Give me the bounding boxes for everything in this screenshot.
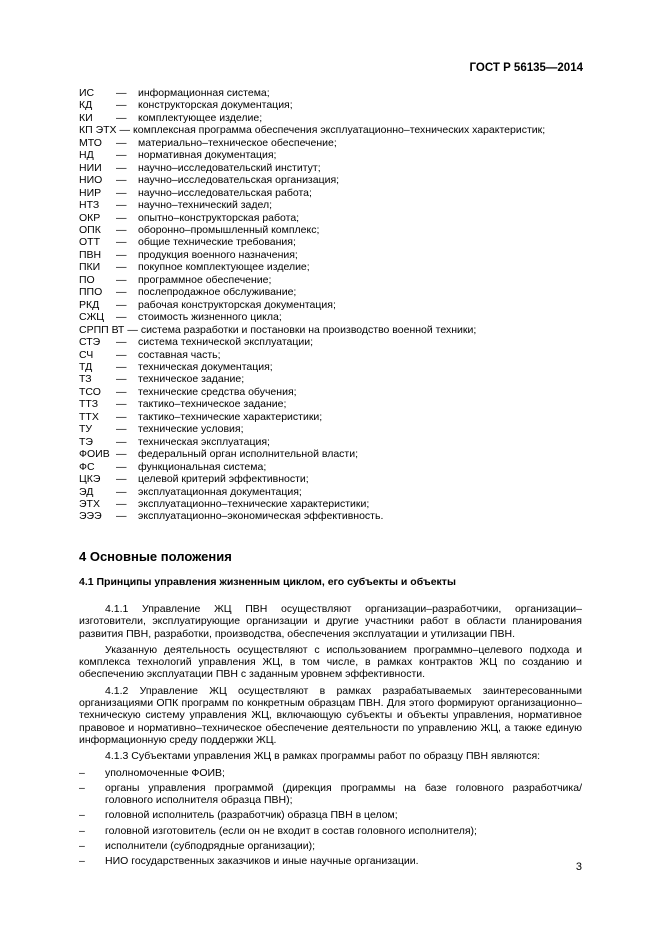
abbreviation-dash: — <box>116 336 127 349</box>
abbreviation-key: НИИ <box>79 161 102 174</box>
abbreviation-text: функциональная система; <box>138 460 267 473</box>
paragraph: 4.1.3 Субъектами управления ЖЦ в рамках программы работ по образцу ПВН являются: <box>105 750 541 763</box>
abbreviation-text: комплектующее изделие; <box>138 111 263 124</box>
abbreviation-dash: — <box>116 161 127 174</box>
abbreviation-key: ОКР <box>79 211 101 224</box>
abbreviation-row <box>79 224 599 236</box>
abbreviation-dash: — <box>116 199 127 212</box>
list-item <box>79 855 582 867</box>
list-item <box>79 809 582 821</box>
abbreviation-dash: — <box>116 311 127 324</box>
abbreviation-row <box>79 162 599 174</box>
list-item-text: исполнители (субподрядные организации); <box>105 840 316 853</box>
abbreviation-dash: — <box>116 423 127 436</box>
abbreviation-text: технические условия; <box>138 423 244 436</box>
abbreviation-key: ТТХ <box>79 410 99 423</box>
list-item-text: уполномоченные ФОИВ; <box>105 766 225 779</box>
abbreviation-text: материально–техническое обеспечение; <box>138 136 337 149</box>
abbreviation-row <box>79 286 599 298</box>
abbreviation-key: ОПК <box>79 223 101 236</box>
abbreviation-key: РКД <box>79 298 100 311</box>
abbreviation-text: продукция военного назначения; <box>138 248 298 261</box>
abbreviation-text: составная часть; <box>138 348 221 361</box>
abbreviation-dash: — <box>116 510 127 523</box>
abbreviation-dash: — <box>116 248 127 261</box>
abbreviation-row <box>79 510 599 522</box>
list-dash: – <box>79 766 85 779</box>
abbreviation-dash: — <box>116 473 127 486</box>
abbreviation-list <box>79 87 599 523</box>
abbreviation-row <box>79 187 599 199</box>
abbreviation-text: научно–исследовательская работа; <box>138 186 312 199</box>
abbreviation-row <box>79 99 599 111</box>
list-item <box>79 840 582 852</box>
abbreviation-key: КП ЭТХ <box>79 124 117 137</box>
abbreviation-text: эксплуатационная документация; <box>138 485 302 498</box>
abbreviation-dash: — <box>116 186 127 199</box>
abbreviation-row <box>79 423 599 435</box>
list-item-text: органы управления программой (дирекция программы на базе головного разработчика/головного исполнителя образца ПВН); <box>105 781 582 807</box>
abbreviation-text: конструкторская документация; <box>138 99 293 112</box>
list-item-text: НИО государственных заказчиков и иные научные организации. <box>105 855 419 868</box>
abbreviation-dash: — <box>116 348 127 361</box>
abbreviation-text: научно–технический задел; <box>138 199 273 212</box>
abbreviation-key: ППО <box>79 286 103 299</box>
abbreviation-key: ТУ <box>79 423 93 436</box>
list-dash: – <box>79 840 85 853</box>
abbreviation-dash: — <box>116 236 127 249</box>
abbreviation-dash: — <box>116 211 127 224</box>
abbreviation-text: комплексная программа обеспечения эксплуатационно–технических характеристик; <box>133 124 546 137</box>
abbreviation-key: ФОИВ <box>79 448 110 461</box>
abbreviation-key: ТЗ <box>79 373 92 386</box>
abbreviation-dash: — <box>116 273 127 286</box>
abbreviation-dash: — <box>116 360 127 373</box>
list-dash: – <box>79 809 85 822</box>
abbreviation-row <box>79 311 599 323</box>
abbreviation-key: НТЗ <box>79 199 100 212</box>
abbreviation-dash: — <box>116 286 127 299</box>
paragraph: Указанную деятельность осуществляют с использованием программно–целевого подхода и комплекса технологий управления ЖЦ, в том числе, в рамках контрактов ЖЦ по созданию и обеспечению эксплуатации ПВН с заданным уровнем эффективности. <box>79 643 582 681</box>
abbreviation-row <box>79 448 599 460</box>
abbreviation-row <box>79 261 599 273</box>
abbreviation-key: СЖЦ <box>79 311 105 324</box>
abbreviation-dash: — <box>116 373 127 386</box>
abbreviation-dash: — <box>127 323 138 336</box>
abbreviation-row <box>79 324 599 336</box>
abbreviation-text: техническая эксплуатация; <box>138 435 270 448</box>
abbreviation-dash: — <box>116 111 127 124</box>
abbreviation-row <box>79 498 599 510</box>
abbreviation-row <box>79 87 599 99</box>
list-item <box>79 825 582 837</box>
abbreviation-text: рабочая конструкторская документация; <box>138 298 336 311</box>
abbreviation-row <box>79 299 599 311</box>
abbreviation-key: ИС <box>79 87 95 99</box>
paragraph: 4.1.1 Управление ЖЦ ПВН осуществляют организации–разработчики, организации–изготовители, эксплуатирующие организации и другие участники работ в области планирования развития ПВН, разработки, производства, обеспечения эксплуатации и утилизации ПВН. <box>79 603 582 640</box>
abbreviation-key: СЧ <box>79 348 94 361</box>
abbreviation-row <box>79 386 599 398</box>
abbreviation-text: научно–исследовательский институт; <box>138 161 321 174</box>
abbreviation-row <box>79 349 599 361</box>
abbreviation-row <box>79 473 599 485</box>
abbreviation-row <box>79 199 599 211</box>
abbreviation-text: федеральный орган исполнительной власти; <box>138 448 358 461</box>
subsection-heading: 4.1 Принципы управления жизненным циклом, его субъекты и объекты <box>79 576 456 588</box>
abbreviation-key: НИР <box>79 186 102 199</box>
abbreviation-text: целевой критерий эффективности; <box>138 473 309 486</box>
list-item <box>79 767 582 779</box>
abbreviation-text: тактико–технические характеристики; <box>138 410 323 423</box>
abbreviation-row <box>79 373 599 385</box>
abbreviation-text: общие технические требования; <box>138 236 296 249</box>
abbreviation-key: ТД <box>79 360 93 373</box>
abbreviation-text: техническая документация; <box>138 360 273 373</box>
abbreviation-text: технические средства обучения; <box>138 385 297 398</box>
abbreviation-row <box>79 112 599 124</box>
abbreviation-dash: — <box>119 124 131 137</box>
section-heading: 4 Основные положения <box>79 549 232 564</box>
abbreviation-text: программное обеспечение; <box>138 273 272 286</box>
abbreviation-row <box>79 137 599 149</box>
abbreviation-key: ТСО <box>79 385 101 398</box>
abbreviation-text: нормативная документация; <box>138 149 277 162</box>
abbreviation-key: ЭЭЭ <box>79 510 102 523</box>
abbreviation-key: ОТТ <box>79 236 100 249</box>
abbreviation-dash: — <box>116 174 127 187</box>
abbreviation-key: ТЭ <box>79 435 93 448</box>
abbreviation-text: послепродажное обслуживание; <box>138 286 297 299</box>
abbreviation-key: ЦКЭ <box>79 473 101 486</box>
abbreviation-key: КИ <box>79 111 93 124</box>
abbreviation-dash: — <box>116 460 127 473</box>
abbreviation-text: эксплуатационно–экономическая эффективность. <box>138 510 384 523</box>
abbreviation-text: система разработки и постановки на производство военной техники; <box>140 323 477 336</box>
abbreviation-key: КД <box>79 99 93 112</box>
abbreviation-row <box>79 398 599 410</box>
section-body <box>79 603 582 871</box>
abbreviation-key: ПВН <box>79 248 102 261</box>
abbreviation-text: техническое задание; <box>138 373 245 386</box>
abbreviation-dash: — <box>116 485 127 498</box>
list-item-text: головной исполнитель (разработчик) образца ПВН в целом; <box>105 809 398 822</box>
abbreviation-row <box>79 249 599 261</box>
abbreviation-dash: — <box>116 87 127 99</box>
abbreviation-row <box>79 436 599 448</box>
abbreviation-key: ТТЗ <box>79 398 99 411</box>
list-dash: – <box>79 781 85 794</box>
abbreviation-key: ПО <box>79 273 95 286</box>
abbreviation-row <box>79 212 599 224</box>
abbreviation-row <box>79 124 599 136</box>
list-dash: – <box>79 855 85 868</box>
abbreviation-key: МТО <box>79 136 102 149</box>
abbreviation-key: СРПП ВТ <box>79 323 125 336</box>
abbreviation-row <box>79 486 599 498</box>
abbreviation-row <box>79 411 599 423</box>
list-item-text: головной изготовитель (если он не входит в состав головного исполнителя); <box>105 824 477 837</box>
abbreviation-dash: — <box>116 385 127 398</box>
abbreviation-dash: — <box>116 223 127 236</box>
abbreviation-row <box>79 149 599 161</box>
abbreviation-text: научно–исследовательская организация; <box>138 174 340 187</box>
abbreviation-row <box>79 361 599 373</box>
abbreviation-dash: — <box>116 448 127 461</box>
abbreviation-dash: — <box>116 136 127 149</box>
abbreviation-text: оборонно–промышленный комплекс; <box>138 223 320 236</box>
abbreviation-row <box>79 236 599 248</box>
abbreviation-row <box>79 336 599 348</box>
abbreviation-row <box>79 274 599 286</box>
page-number: 3 <box>575 861 582 873</box>
abbreviation-dash: — <box>116 398 127 411</box>
abbreviation-row <box>79 461 599 473</box>
abbreviation-key: НД <box>79 149 94 162</box>
abbreviation-text: информационная система; <box>138 87 270 99</box>
list-item <box>79 782 582 807</box>
abbreviation-dash: — <box>116 410 127 423</box>
abbreviation-dash: — <box>116 261 127 274</box>
abbreviation-key: НИО <box>79 174 103 187</box>
abbreviation-text: покупное комплектующее изделие; <box>138 261 310 274</box>
standard-header: ГОСТ Р 56135—2014 <box>469 62 583 74</box>
abbreviation-key: ЭТХ <box>79 497 100 510</box>
paragraph: 4.1.2 Управление ЖЦ осуществляют в рамках разрабатываемых заинтересованными организациями ОПК программ по конкретным образцам ПВН. Для этого формируют организационно–техническую систему управления ЖЦ, включающую субъекты и объекты управления, нормативное правовое и нормативно–техническое обеспечение деятельности по управлению ЖЦ, а также единую информационную среду поддержки ЖЦ. <box>79 684 582 746</box>
abbreviation-key: СТЭ <box>79 336 101 349</box>
abbreviation-key: ФС <box>79 460 95 473</box>
abbreviation-key: ПКИ <box>79 261 101 274</box>
abbreviation-row <box>79 174 599 186</box>
abbreviation-dash: — <box>116 99 127 112</box>
list-dash: – <box>79 824 85 837</box>
abbreviation-text: система технической эксплуатации; <box>138 336 314 349</box>
subject-list <box>79 767 582 868</box>
abbreviation-dash: — <box>116 497 127 510</box>
abbreviation-dash: — <box>116 149 127 162</box>
abbreviation-dash: — <box>116 435 127 448</box>
abbreviation-text: опытно–конструкторская работа; <box>138 211 300 224</box>
abbreviation-key: ЭД <box>79 485 94 498</box>
abbreviation-text: эксплуатационно–технические характеристики; <box>138 497 370 510</box>
abbreviation-dash: — <box>116 298 127 311</box>
abbreviation-text: стоимость жизненного цикла; <box>138 311 282 324</box>
abbreviation-text: тактико–техническое задание; <box>138 398 287 411</box>
